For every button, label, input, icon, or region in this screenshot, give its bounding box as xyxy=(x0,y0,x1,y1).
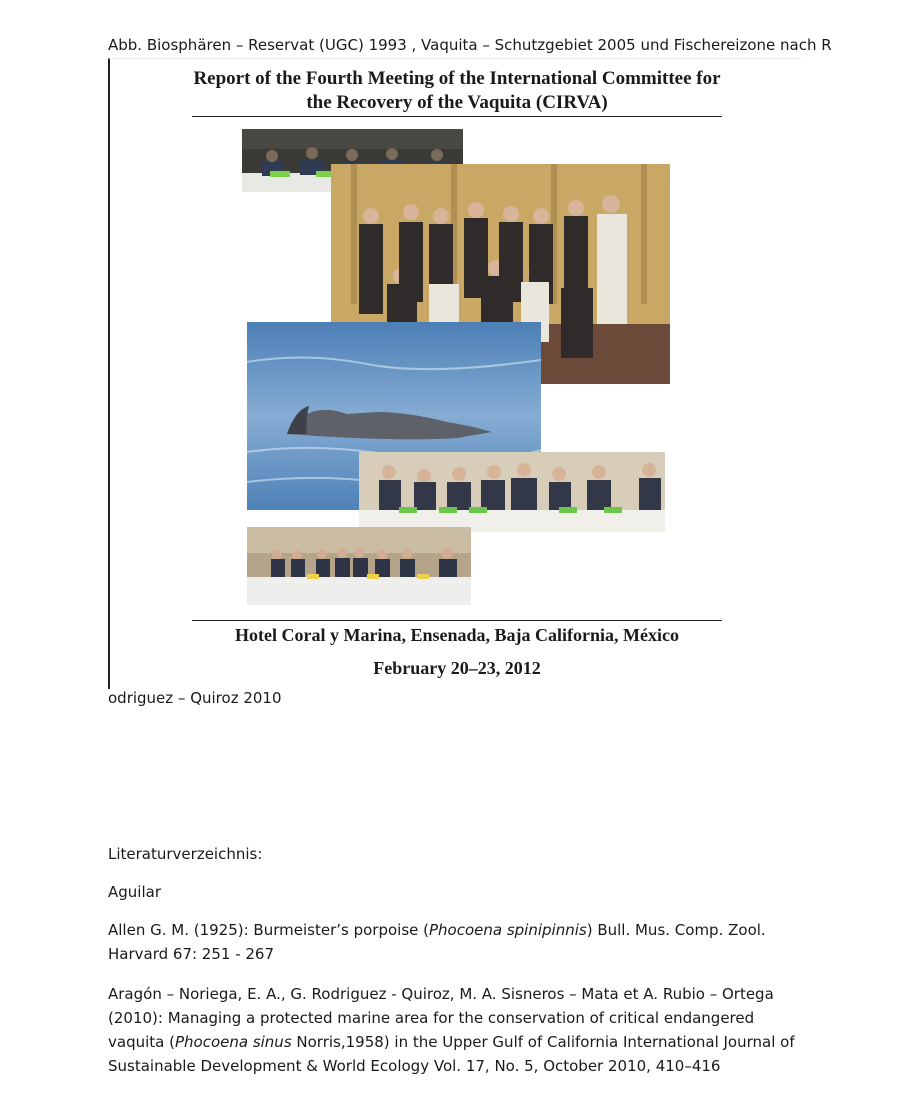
report-cover-image xyxy=(108,58,802,689)
photo-long-table xyxy=(247,527,471,605)
cover-date: February 20–23, 2012 xyxy=(373,658,541,678)
ref-text: ) Bull. Mus. Comp. Zool. Harvard 67: 251 - 267 xyxy=(108,921,766,963)
cover-title-line-1: Report of the Fourth Meeting of the International Committee for xyxy=(193,68,721,89)
cover-title xyxy=(192,67,722,115)
bibliography-heading: Literaturverzeichnis: xyxy=(108,845,263,863)
cover-venue: Hotel Coral y Marina, Ensenada, Baja California, México xyxy=(235,625,679,645)
cover-top-rule xyxy=(192,116,722,117)
bibliography-entry-aguilar: Aguilar xyxy=(108,883,161,901)
ref-text: Aragón – Noriega, E. A., G. Rodriguez - Quiroz, M. A. Sisneros – Mata et A. Rubio – Ortega (2010): Managing a protected marine area for the conservation of critical endangered vaquita ( xyxy=(108,985,774,1051)
figure-caption-top: Abb. Biosphären – Reservat (UGC) 1993 , Vaquita – Schutzgebiet 2005 und Fischereizone nach R xyxy=(108,36,832,54)
bibliography-entry-allen xyxy=(108,918,808,966)
ref-species: Phocoena sinus xyxy=(174,1033,292,1051)
figure-caption-bottom: odriguez – Quiroz 2010 xyxy=(108,689,282,707)
ref-text: Norris,1958) in the Upper Gulf of California International Journal of Sustainable Development & World Ecology Vol. 17, No. 5, October 2010, 410–416 xyxy=(108,1033,795,1075)
photo-meeting-laptops xyxy=(359,452,665,532)
ref-species: Phocoena spinipinnis xyxy=(428,921,587,939)
ref-text: Allen G. M. (1925): Burmeister’s porpoise ( xyxy=(108,921,429,939)
cover-bottom-rule xyxy=(192,620,722,621)
cover-title-line-2: the Recovery of the Vaquita (CIRVA) xyxy=(306,92,608,113)
bibliography-entry-aragon xyxy=(108,982,808,1078)
